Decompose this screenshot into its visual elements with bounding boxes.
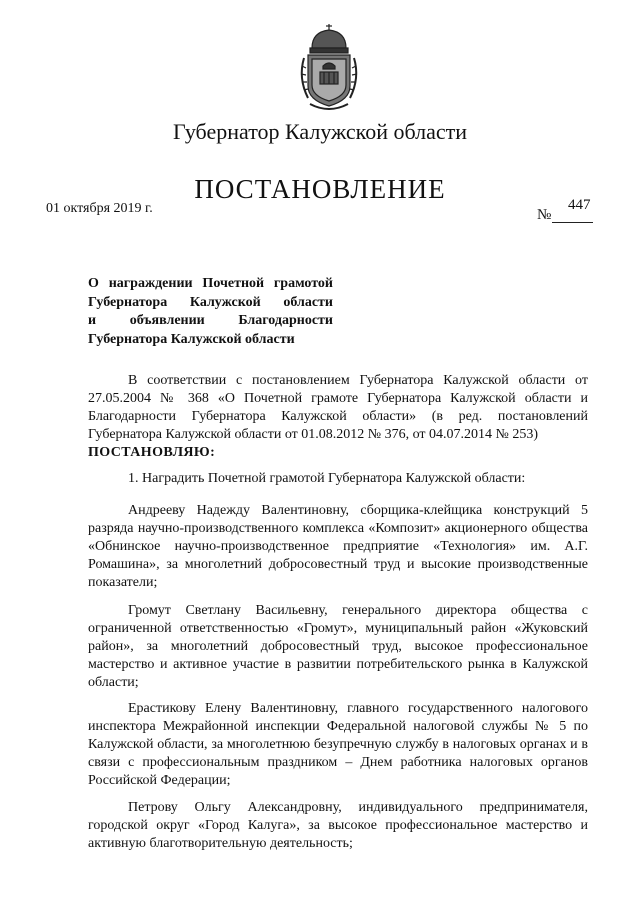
awardee-text: Петрову Ольгу Александровну, индивидуального предпринимателя, городской округ «Город Калуга», за высокое профессиональное мастерство и активную благотворительную деятельность; bbox=[88, 800, 588, 851]
issuing-authority: Губернатор Калужской области bbox=[172, 119, 468, 144]
awardee-text: Ерастикову Елену Валентиновну, главного государственного налогового инспектора Межрайонной инспекции Федеральной налоговой службы № 5 по Калужской области, за многолетнюю безупречную службу в налоговых органах и в связи с профессиональным праздником – Днем работника налоговых органов Российской Федерации; bbox=[88, 701, 588, 788]
clause-1-text: 1. Наградить Почетной грамотой Губернатора Калужской области: bbox=[128, 471, 526, 486]
awardee-paragraph bbox=[88, 799, 588, 853]
subject-line: и объявлении Благодарности bbox=[88, 313, 333, 328]
awardee-text: Андрееву Надежду Валентиновну, сборщика-клейщика конструкций 5 разряда научно-производственного комплекса «Композит» акционерного общества «Обнинское научно-производственное предприятие «Технология» им. А.Г. Ромашина», за многолетний добросовестный труд и высокие производственные показатели; bbox=[88, 503, 588, 590]
awardee-paragraph bbox=[88, 602, 588, 692]
preamble-paragraph bbox=[88, 372, 588, 462]
document-number: 447 bbox=[568, 197, 591, 213]
awardee-paragraph bbox=[88, 502, 588, 592]
subject-line: Губернатора Калужской области bbox=[88, 294, 333, 310]
coat-of-arms-icon bbox=[296, 22, 362, 114]
document-number-label: № bbox=[537, 207, 552, 223]
awardee-text: Громут Светлану Васильевну, генерального директора общества с ограниченной ответственностью «Громут», муниципальный район «Жуковский район», за многолетний добросовестный труд, высокое профессиональное мастерство и активное участие в развитии потребительского рынка в Калужской области; bbox=[88, 603, 588, 690]
subject-line: О награждении Почетной грамотой bbox=[88, 276, 333, 291]
decree-word: ПОСТАНОВЛЯЮ: bbox=[88, 445, 216, 460]
document-number-underline bbox=[552, 222, 593, 223]
clause-1-heading bbox=[88, 470, 588, 488]
preamble-text: В соответствии с постановлением Губернатора Калужской области от 27.05.2004 № 368 «О Почетной грамоте Губернатора Калужской области и Благодарности Губернатора Калужской области» (в ред. постановлений Губернатора Калужской области от 01.08.2012 № 376, от 04.07.2014 № 253) bbox=[88, 373, 588, 442]
document-subject bbox=[88, 275, 333, 349]
subject-line: Губернатора Калужской области bbox=[88, 331, 295, 347]
document-date: 01 октября 2019 г. bbox=[46, 201, 153, 216]
document-type-title: ПОСТАНОВЛЕНИЕ bbox=[194, 174, 446, 204]
awardee-paragraph bbox=[88, 700, 588, 790]
